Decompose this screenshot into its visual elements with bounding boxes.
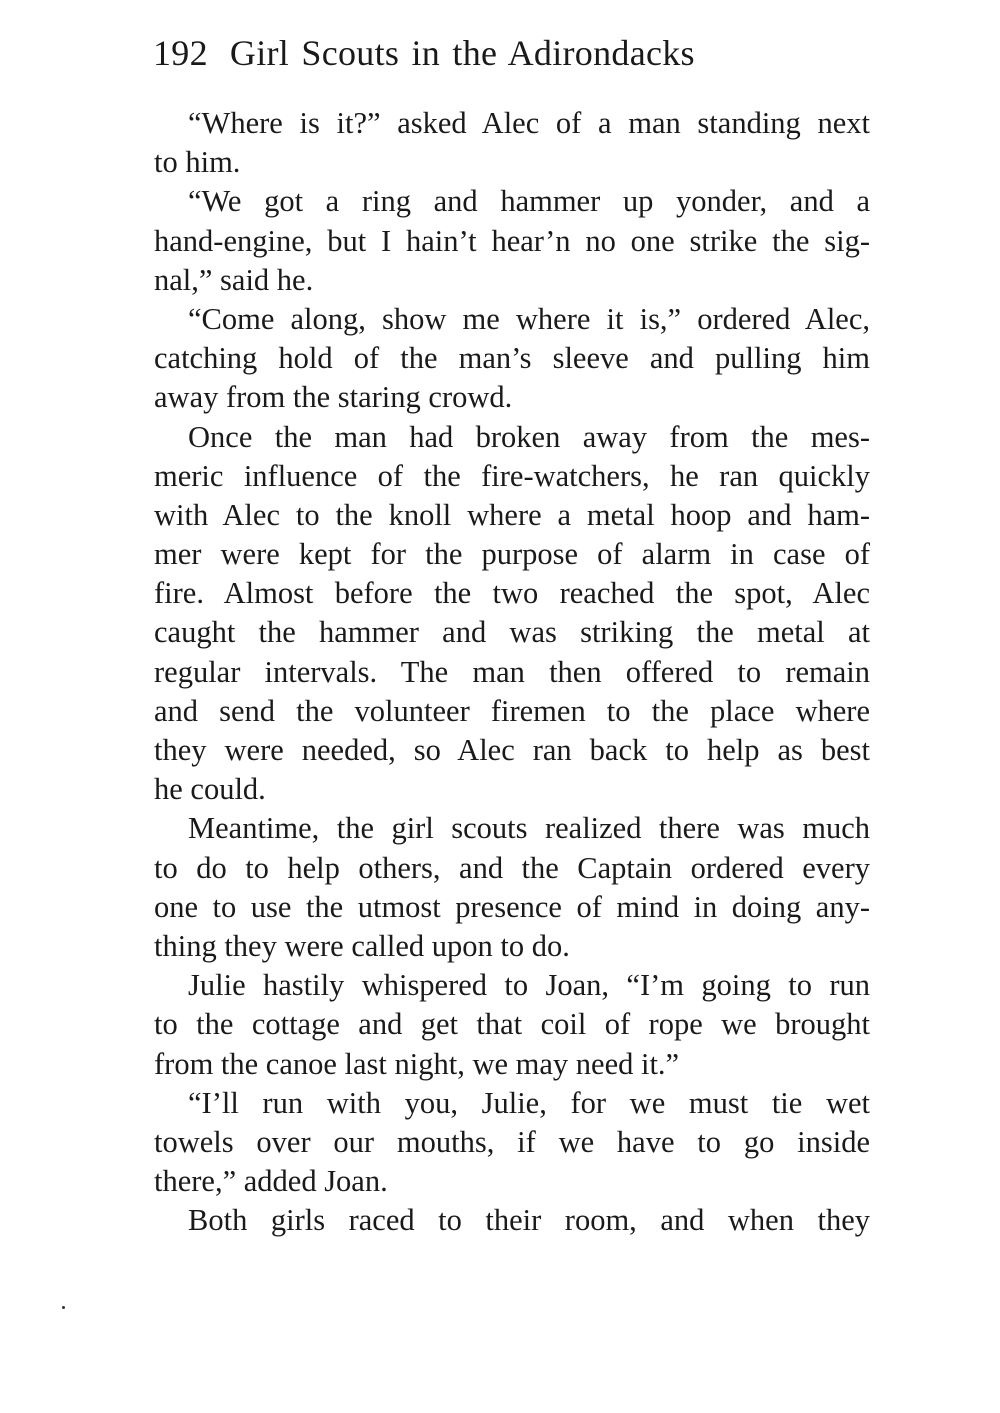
text-line: fire. Almost before the two reached the spot, Alec [154, 576, 870, 611]
text-line: from the canoe last night, we may need it.” [154, 1046, 680, 1081]
text-line: Once the man had broken away from the mes- [188, 419, 870, 454]
running-header [153, 28, 873, 78]
text-line: towels over our mouths, if we have to go inside [154, 1124, 870, 1159]
text-line: “Where is it?” asked Alec of a man standing next [188, 106, 870, 140]
text-line: and send the volunteer firemen to the place where [154, 693, 870, 728]
text-line: with Alec to the knoll where a metal hoop and ham- [154, 497, 870, 532]
text-line: hand-engine, but I hain’t hear’n no one strike the sig- [154, 223, 870, 258]
text-line: Both girls raced to their room, and when they [188, 1203, 870, 1238]
text-line: they were needed, so Alec ran back to help as best [154, 733, 870, 767]
text-line: to the cottage and get that coil of rope we brought [154, 1007, 870, 1042]
text-line: Meantime, the girl scouts realized there was much [188, 811, 870, 846]
text-line: Julie hastily whispered to Joan, “I’m going to run [188, 968, 870, 1003]
text-line: regular intervals. The man then offered to remain [154, 654, 870, 689]
scan-speck [62, 1306, 65, 1309]
text-line: “We got a ring and hammer up yonder, and a [188, 184, 870, 219]
text-line: “I’ll run with you, Julie, for we must tie wet [188, 1085, 870, 1120]
text-line: caught the hammer and was striking the metal at [154, 615, 870, 650]
book-title: Girl Scouts in the Adirondacks [229, 33, 695, 73]
text-line: he could. [154, 772, 266, 807]
page-number: 192 [153, 33, 208, 73]
text-line: meric influence of the fire-watchers, he ran quickly [154, 458, 870, 493]
text-line: thing they were called upon to do. [154, 928, 570, 963]
text-line: nal,” said he. [154, 262, 314, 297]
text-line: there,” added Joan. [154, 1164, 388, 1199]
text-line: catching hold of the man’s sleeve and pulling him [154, 341, 870, 376]
text-line: to him. [154, 145, 241, 180]
text-line: one to use the utmost presence of mind in doing any- [154, 889, 870, 924]
body-text [154, 104, 870, 1240]
text-line: away from the staring crowd. [154, 380, 513, 415]
text-line: to do to help others, and the Captain ordered every [154, 850, 870, 885]
text-line: “Come along, show me where it is,” ordered Alec, [188, 301, 870, 336]
text-line: mer were kept for the purpose of alarm in case of [154, 537, 870, 572]
